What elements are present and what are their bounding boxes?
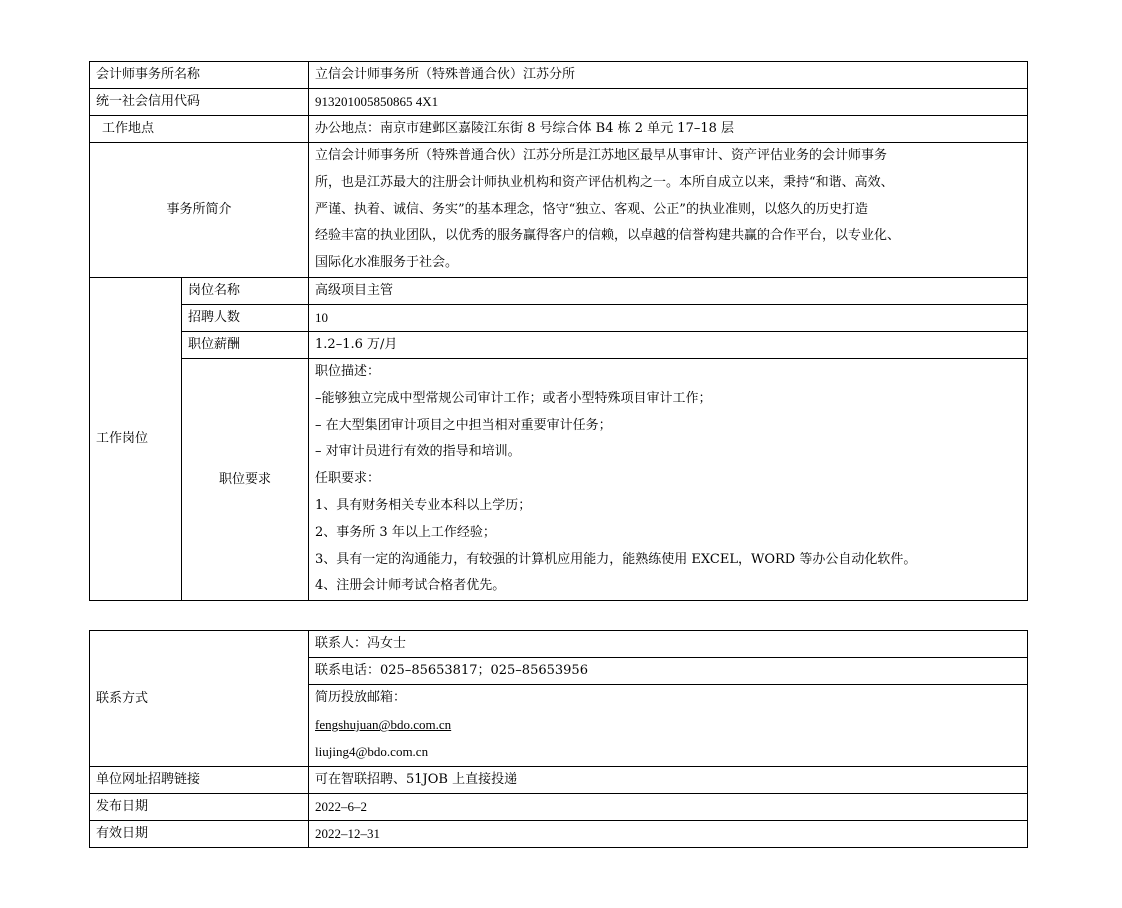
- firm-intro-label: 事务所简介: [90, 143, 309, 278]
- firm-name-value: 立信会计师事务所（特殊普通合伙）江苏分所: [309, 62, 1028, 89]
- position-name-label: 岗位名称: [182, 277, 309, 304]
- contact-info-table: [89, 630, 1028, 848]
- position-name-value: 高级项目主管: [309, 277, 1028, 304]
- resume-email-cell: [309, 685, 1028, 767]
- intro-line: 严谨、执着、诚信、务实”的基本理念，恪守“独立、客观、公正”的执业准则，以悠久的历史打造: [315, 201, 868, 217]
- email-secondary: liujing4@bdo.com.cn: [315, 743, 429, 759]
- salary-value: 1.2–1.6 万/月: [309, 331, 1028, 358]
- table-row: [90, 794, 1028, 821]
- firm-intro-text: [309, 143, 1028, 278]
- requirements-label: 职位要求: [182, 358, 309, 600]
- recruit-link-value: 可在智联招聘、51JOB 上直接投递: [309, 767, 1028, 794]
- headcount-label: 招聘人数: [182, 304, 309, 331]
- position-group-label: 工作岗位: [90, 277, 182, 600]
- salary-label: 职位薪酬: [182, 331, 309, 358]
- requirements-text: [309, 358, 1028, 600]
- table-row: [90, 143, 1028, 278]
- headcount-value: 10: [309, 304, 1028, 331]
- work-location-value: 办公地点：南京市建邺区嘉陵江东街 8 号综合体 B4 栋 2 单元 17–18 层: [309, 116, 1028, 143]
- intro-line: 国际化水准服务于社会。: [315, 255, 459, 271]
- requirement-line: –能够独立完成中型常规公司审计工作；或者小型特殊项目审计工作；: [315, 390, 712, 406]
- intro-line: 所，也是江苏最大的注册会计师执业机构和资产评估机构之一。本所自成立以来，秉持“和谐、高效、: [315, 174, 894, 190]
- publish-date-label: 发布日期: [90, 794, 309, 821]
- table-row: [90, 116, 1028, 143]
- contact-phone: 联系电话：025–85653817；025–85653956: [309, 658, 1028, 685]
- requirement-line: 职位描述：: [315, 363, 381, 379]
- requirement-line: 1、具有财务相关专业本科以上学历；: [315, 497, 532, 513]
- table-row: [90, 277, 1028, 304]
- requirement-line: – 在大型集团审计项目之中担当相对重要审计任务；: [315, 417, 612, 433]
- recruit-link-label: 单位网址招聘链接: [90, 767, 309, 794]
- publish-date-value: 2022–6–2: [309, 794, 1028, 821]
- intro-line: 立信会计师事务所（特殊普通合伙）江苏分所是江苏地区最早从事审计、资产评估业务的会计师事务: [315, 148, 888, 163]
- table-row: [90, 331, 1028, 358]
- requirement-line: 任职要求：: [315, 471, 381, 487]
- table-row: [90, 89, 1028, 116]
- valid-date-value: 2022–12–31: [309, 821, 1028, 848]
- requirement-line: – 对审计员进行有效的指导和培训。: [315, 444, 521, 460]
- valid-date-label: 有效日期: [90, 821, 309, 848]
- email-link-primary[interactable]: fengshujuan@bdo.com.cn: [315, 717, 452, 733]
- requirement-line: 2、事务所 3 年以上工作经验；: [315, 524, 496, 540]
- table-row: [90, 821, 1028, 848]
- table-row: [90, 62, 1028, 89]
- contact-label: 联系方式: [90, 631, 309, 767]
- firm-name-label: 会计师事务所名称: [90, 62, 309, 89]
- credit-code-value: 913201005850865 4X1: [309, 89, 1028, 116]
- table-row: [90, 631, 1028, 658]
- table-row: [90, 358, 1028, 600]
- contact-person: 联系人：冯女士: [309, 631, 1028, 658]
- table-row: [90, 767, 1028, 794]
- table-row: [90, 304, 1028, 331]
- resume-email-label: 简历投放邮箱：: [315, 690, 407, 706]
- work-location-label: 工作地点: [90, 116, 309, 143]
- requirement-line: 4、注册会计师考试合格者优先。: [315, 578, 506, 594]
- job-info-table: [89, 61, 1028, 601]
- intro-line: 经验丰富的执业团队，以优秀的服务赢得客户的信赖，以卓越的信誉构建共赢的合作平台，以专业化、: [315, 228, 901, 244]
- credit-code-label: 统一社会信用代码: [90, 89, 309, 116]
- requirement-line: 3、具有一定的沟通能力，有较强的计算机应用能力，能熟练使用 EXCEL，WORD 等办公自动化软件。: [315, 551, 917, 567]
